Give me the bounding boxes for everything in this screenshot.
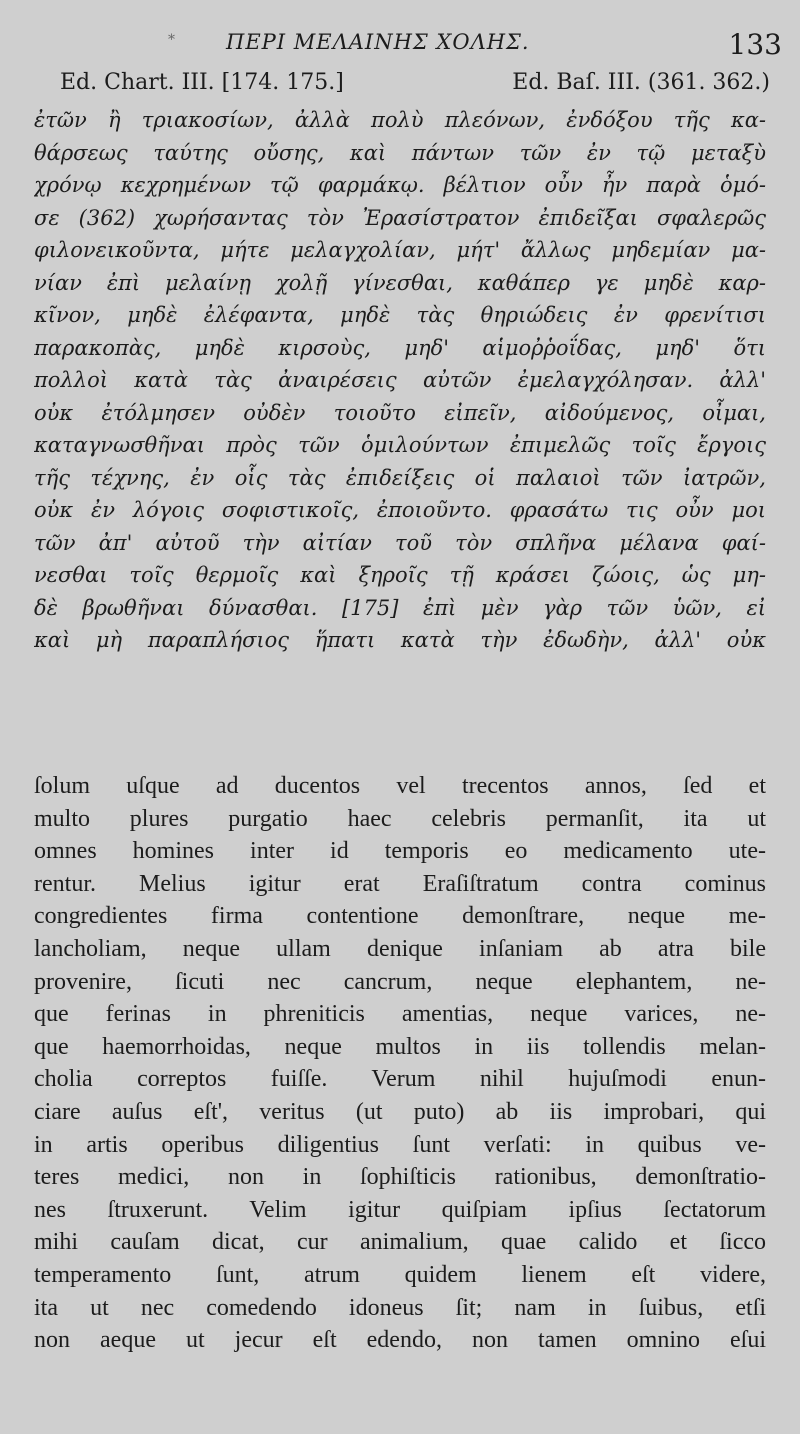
greek-line: φιλονεικοῦντα, μήτε μελαγχολίαν, μήτ' ἄλλως μηδεμίαν μα- xyxy=(34,238,766,262)
latin-line: multo plures purgatio haec celebris permanſit, ita ut xyxy=(34,805,766,832)
edition-chartier: Ed. Chart. III. [174. 175.] xyxy=(60,70,344,95)
greek-line: καταγνωσθῆναι πρὸς τῶν ὁμιλούντων ἐπιμελῶς τοῖς ἔργοις xyxy=(34,433,766,457)
greek-line: χρόνῳ κεχρημένων τῷ φαρμάκῳ. βέλτιον οὖν ἦν παρὰ ὁμό- xyxy=(34,173,766,197)
latin-line: teres medici, non in ſophiſticis rationibus, demonſtratio- xyxy=(34,1164,766,1191)
latin-line: mihi cauſam dicat, cur animalium, quae calido et ſicco xyxy=(34,1229,766,1256)
greek-text-block xyxy=(34,104,766,657)
greek-line: καὶ μὴ παραπλήσιος ἥπατι κατὰ τὴν ἐδωδὴν, ἀλλ' οὐκ xyxy=(34,628,766,652)
greek-line: οὐκ ἐτόλμησεν οὐδὲν τοιοῦτο εἰπεῖν, αἰδούμενος, οἶμαι, xyxy=(34,400,766,425)
latin-line: in artis operibus diligentius ſunt verſati: in quibus ve- xyxy=(34,1131,766,1158)
edition-references xyxy=(60,70,770,104)
latin-line: ita ut nec comedendo idoneus ſit; nam in ſuibus, etſi xyxy=(34,1294,766,1321)
latin-line: ciare auſus eſt', veritus (ut puto) ab iis improbari, qui xyxy=(34,1098,766,1125)
greek-line: τῆς τέχνης, ἐν οἷς τὰς ἐπιδείξεις οἱ παλαιοὶ τῶν ἰατρῶν, xyxy=(34,465,766,490)
greek-line: νίαν ἐπὶ μελαίνῃ χολῇ γίνεσθαι, καθάπερ γε μηδὲ καρ- xyxy=(34,270,766,295)
greek-line: κῖνον, μηδὲ ἐλέφαντα, μηδὲ τὰς θηριώδεις ἐν φρενίτισι xyxy=(34,303,766,327)
greek-line: τῶν ἀπ' αὐτοῦ τὴν αἰτίαν τοῦ τὸν σπλῆνα μέλανα φαί- xyxy=(34,530,766,555)
greek-line: νεσθαι τοῖς θερμοῖς καὶ ξηροῖς τῇ κράσει ζώοις, ὡς μη- xyxy=(34,563,766,587)
greek-line: θάρσεως ταύτης οὔσης, καὶ πάντων τῶν ἐν τῷ μεταξὺ xyxy=(34,140,766,165)
running-title: ΠΕΡΙ ΜΕΛΑΙΝΗΣ ΧΟΛΗΣ. xyxy=(226,30,530,54)
greek-line: ἐτῶν ἢ τριακοσίων, ἀλλὰ πολὺ πλεόνων, ἐνδόξου τῆς κα- xyxy=(34,108,766,132)
star-mark: * xyxy=(168,32,175,48)
latin-line: cholia correptos fuiſſe. Verum nihil hujuſmodi enun- xyxy=(34,1066,766,1093)
greek-line: παρακοπὰς, μηδὲ κιρσοὺς, μηδ' αἱμοῤῥοΐδας, μηδ' ὅτι xyxy=(34,335,766,360)
latin-line: rentur. Melius igitur erat Eraſiſtratum contra cominus xyxy=(34,870,766,897)
latin-line: non aeque ut jecur eſt edendo, non tamen omnino eſui xyxy=(34,1327,766,1354)
latin-line: lancholiam, neque ullam denique inſaniam ab atra bile xyxy=(34,935,766,962)
greek-line: σε (362) χωρήσαντας τὸν Ἐρασίστρατον ἐπιδεῖξαι σφαλερῶς xyxy=(34,205,766,230)
latin-line: provenire, ſicuti nec cancrum, neque elephantem, ne- xyxy=(34,968,766,995)
edition-basel: Ed. Baſ. III. (361. 362.) xyxy=(512,70,770,95)
page-number: 133 xyxy=(728,28,782,61)
greek-line: οὐκ ἐν λόγοις σοφιστικοῖς, ἐποιοῦντο. φρασάτω τις οὖν μοι xyxy=(34,498,766,522)
latin-line: ſolum uſque ad ducentos vel trecentos annos, ſed et xyxy=(34,773,766,799)
latin-line: que ferinas in phreniticis amentias, neque varices, ne- xyxy=(34,1001,766,1028)
latin-line: que haemorrhoidas, neque multos in iis tollendis melan- xyxy=(34,1033,766,1060)
latin-line: congredientes firma contentione demonſtrare, neque me- xyxy=(34,903,766,930)
latin-line: temperamento ſunt, atrum quidem lienem eſt videre, xyxy=(34,1261,766,1288)
latin-text-block xyxy=(34,770,766,1357)
greek-line: δὲ βρωθῆναι δύνασθαι. [175] ἐπὶ μὲν γὰρ τῶν ὑῶν, εἰ xyxy=(34,595,766,620)
running-head xyxy=(0,28,800,68)
greek-line: πολλοὶ κατὰ τὰς ἀναιρέσεις αὐτῶν ἐμελαγχόλησαν. ἀλλ' xyxy=(34,368,766,392)
latin-line: nes ſtruxerunt. Velim igitur quiſpiam ipſius ſectatorum xyxy=(34,1196,766,1223)
latin-line: omnes homines inter id temporis eo medicamento ute- xyxy=(34,838,766,865)
